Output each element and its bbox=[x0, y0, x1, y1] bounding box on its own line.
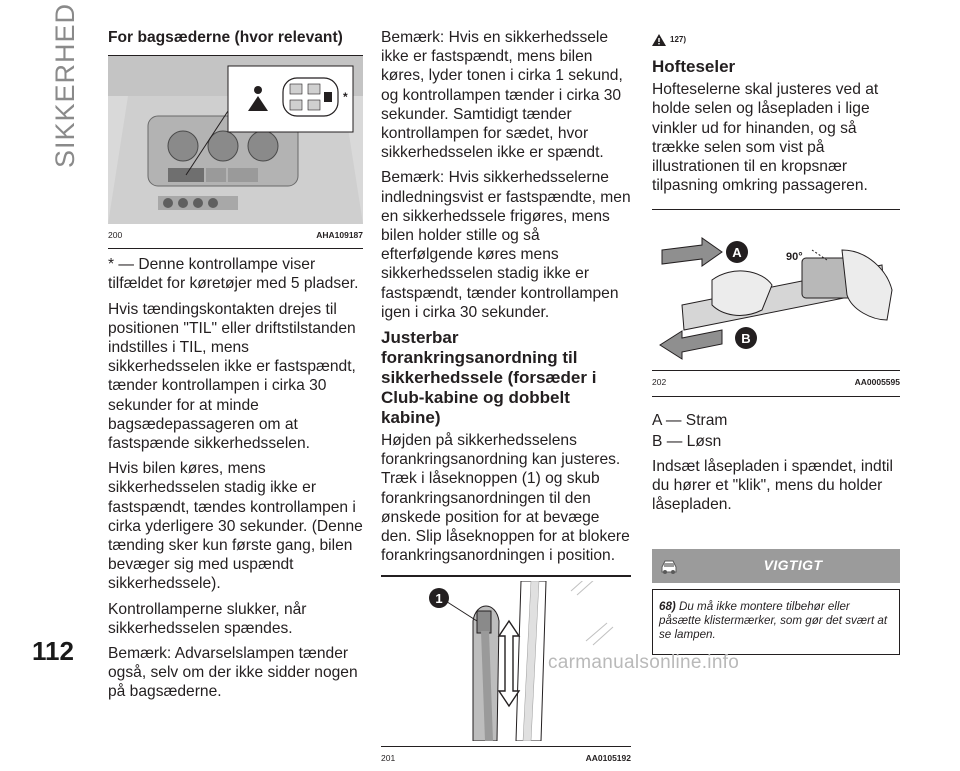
watermark: carmanualsonline.info bbox=[548, 652, 740, 673]
heading-anchor: Justerbar forankringsanordning til sikkerhedssele (forsæder i Club-kabine og dobbelt kabine) bbox=[381, 328, 597, 428]
warning-title: VIGTIGT bbox=[763, 557, 823, 574]
figure-number: 200 bbox=[108, 230, 123, 240]
warning-text: Du må ikke montere tilbehør eller påsætte klistermærker, som gør det svært at se lampen. bbox=[659, 599, 888, 641]
legend-a: A — Stram bbox=[652, 411, 728, 429]
car-warning-icon bbox=[652, 549, 686, 583]
figure-number: 201 bbox=[381, 753, 396, 764]
column-3 bbox=[652, 28, 900, 655]
warning-ref: 68) bbox=[659, 599, 676, 613]
star-label: * bbox=[343, 90, 348, 104]
callout-1: 1 bbox=[435, 590, 443, 606]
warning-banner bbox=[652, 549, 900, 583]
dashboard-illustration bbox=[108, 56, 363, 224]
figure-number: 202 bbox=[652, 377, 667, 388]
warning-triangle-icon bbox=[652, 34, 666, 46]
paragraph: Højden på sikkerhedsselens forankringsanordning kan justeres. Træk i låseknoppen (1) og skub forankringsanordningen til den ønskede position for at bevæge den. Slip låseknoppen for at blokere forankringsanordningen i position. bbox=[381, 432, 630, 565]
label-a: A bbox=[732, 245, 742, 261]
section-side-tab: SIKKERHED bbox=[50, 2, 80, 168]
angle-label: 90° bbox=[786, 251, 803, 264]
paragraph: Indsæt låsepladen i spændet, indtil du hører et "klik", mens du holder låsepladen. bbox=[652, 458, 893, 514]
lap-belt-illustration bbox=[652, 210, 900, 370]
page-number: 112 bbox=[32, 636, 74, 666]
paragraph: * — Denne kontrollampe viser tilfældet for køretøjer med 5 pladser. bbox=[108, 256, 359, 293]
paragraph: Kontrollamperne slukker, når sikkerhedsselen spændes. bbox=[108, 600, 307, 637]
heading-lap-belts: Hofteseler bbox=[652, 57, 736, 77]
note-ref-number: 127) bbox=[670, 35, 687, 44]
figure-202-caption bbox=[652, 370, 900, 395]
note-reference bbox=[652, 30, 900, 49]
paragraph: Hvis bilen køres, mens sikkerhedsselen stadig ikke er fastspændt, tændes kontrollampen i cirka yderligere 30 sekunder. (Denne tænding sker kun første gang, bilen bevæger sig med uspændt sikkerhedssele). bbox=[108, 460, 363, 593]
figure-code: AA0105192 bbox=[585, 753, 631, 764]
label-b: B bbox=[741, 331, 751, 347]
heading-rear-seats: For bagsæderne (hvor relevant) bbox=[108, 29, 343, 46]
paragraph: Hvis tændingskontakten drejes til positionen "TIL" eller driftstilstanden indstilles i TIL, mens sikkerhedsselen ikke er fastspændt, tænder kontrollampen i cirka 30 sekunder for at minde bagsædepassageren om at fastspænde sikkerhedsselen. bbox=[108, 300, 356, 453]
column-1 bbox=[108, 28, 363, 708]
warning-box bbox=[652, 589, 900, 655]
figure-code: AHA109187 bbox=[316, 230, 363, 240]
figure-202 bbox=[652, 209, 900, 396]
legend-b: B — Løsn bbox=[652, 432, 722, 450]
paragraph: Hofteselerne skal justeres ved at holde selen og låsepladen i lige vinkler ud for hinanden, og så trække selen som vist på illustrationen til en kropsnær tilpasning omkring passageren. bbox=[652, 81, 879, 195]
figure-201-caption bbox=[381, 746, 631, 771]
figure-200-caption bbox=[108, 224, 363, 248]
figure-code: AA0005595 bbox=[854, 377, 900, 388]
figure-201 bbox=[381, 581, 631, 771]
figure-200 bbox=[108, 55, 363, 249]
divider bbox=[381, 575, 631, 577]
paragraph: Bemærk: Hvis sikkerhedsselerne indledningsvist er fastspændte, men en sikkerhedssele frigøres, mens bilen holder stille og så efterfølgende køres mens sikkerhedsselen stadig ikke er fastspændt, tænder kontrollampen igen i cirka 30 sekunder. bbox=[381, 169, 631, 321]
paragraph: Bemærk: Hvis en sikkerhedssele ikke er fastspændt, mens bilen køres, lyder tonen i cirka 1 sekund, og kontrollampen tænder i cirka 30 sekunder. Samtidigt tænder kontrollampen for sædet, hvor sikkerhedsselen ikke er spændt. bbox=[381, 29, 623, 162]
paragraph: Bemærk: Advarselslampen tænder også, selv om der ikke sidder nogen på bagsæderne. bbox=[108, 645, 358, 701]
